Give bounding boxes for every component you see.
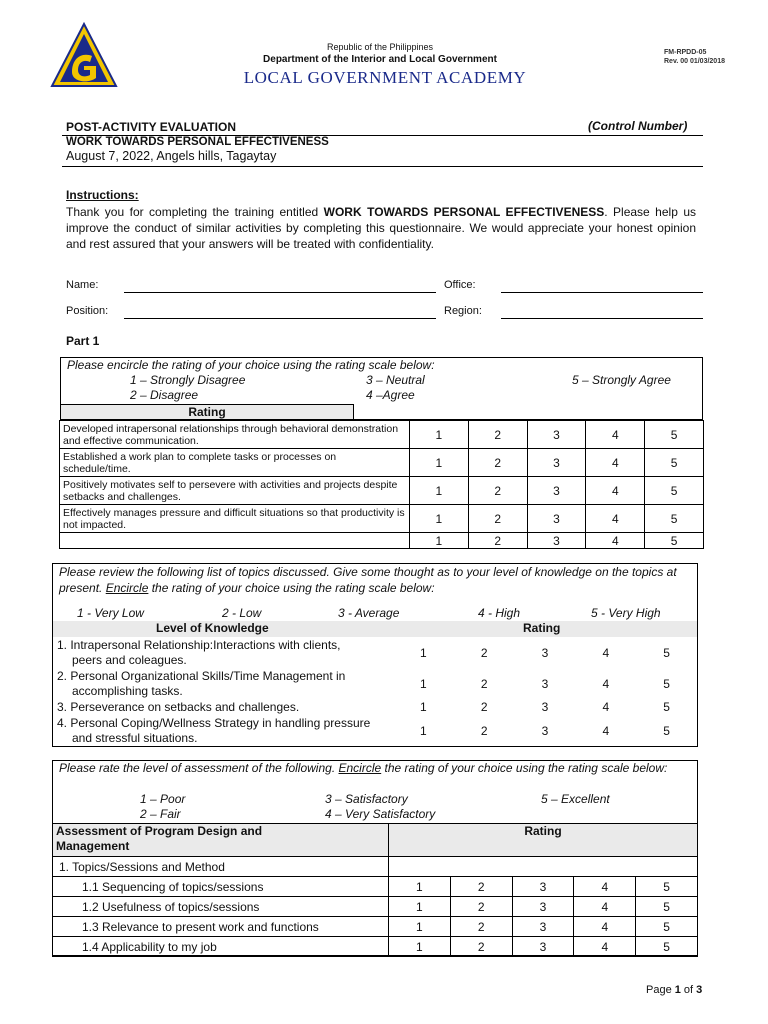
rating-1[interactable]: 1 — [410, 505, 469, 533]
region-field[interactable] — [501, 318, 703, 319]
rating-2[interactable]: 2 — [468, 505, 527, 533]
part3-scale-2: 2 – Fair — [140, 807, 181, 821]
part3-instruction-em: Encircle — [338, 761, 382, 775]
instructions-text — [66, 204, 696, 252]
part1-item: Established a work plan to complete tasks or processes on schedule/time. — [60, 449, 410, 477]
rating-2[interactable]: 2 — [480, 723, 488, 738]
part3-instruction-a: Please rate the level of assessment of the following. — [59, 761, 339, 775]
page-total: 3 — [696, 984, 703, 996]
rating-5[interactable]: 5 — [645, 477, 704, 505]
part1-scale-3: 3 – Neutral — [366, 373, 425, 387]
part2-table — [53, 637, 697, 746]
rating-4[interactable]: 4 — [586, 505, 645, 533]
part3-instruction — [59, 761, 689, 776]
name-field[interactable] — [124, 292, 436, 293]
training-title: WORK TOWARDS PERSONAL EFFECTIVENESS — [66, 136, 329, 148]
rating-5[interactable]: 5 — [636, 937, 698, 957]
table-row — [53, 877, 698, 897]
rating-3[interactable]: 3 — [512, 897, 574, 917]
part2-instruction — [59, 564, 693, 596]
rating-4[interactable]: 4 — [574, 917, 636, 937]
part2-topic: 4. Personal Coping/Wellness Strategy in handling pressure and stressful situations. — [57, 715, 371, 745]
instructions-body: . Please help us improve the conduct of similar activities by completing this questionnaire. We would appreciate your honest opinion and rest assured that your answers will be treated with confidentiality. — [66, 205, 696, 251]
revision-code: Rev. 00 01/03/2018 — [664, 58, 725, 65]
rating-2[interactable]: 2 — [450, 937, 512, 957]
part3-col-assessment: Assessment of Program Design and Management — [53, 824, 389, 857]
table-row — [60, 505, 704, 533]
rating-2[interactable]: 2 — [450, 877, 512, 897]
rating-2[interactable]: 2 — [480, 676, 488, 691]
region-label: Region: — [444, 305, 482, 317]
rating-2[interactable]: 2 — [450, 917, 512, 937]
lga-logo — [50, 22, 118, 90]
rating-4[interactable]: 4 — [586, 477, 645, 505]
rating-5[interactable]: 5 — [636, 917, 698, 937]
part3-item: 1.1 Sequencing of topics/sessions — [53, 877, 389, 897]
rating-3[interactable]: 3 — [512, 877, 574, 897]
date-venue: August 7, 2022, Angels hills, Tagaytay — [66, 149, 277, 163]
academy-title: LOCAL GOVERNMENT ACADEMY — [243, 68, 527, 87]
rating-5[interactable]: 5 — [645, 421, 704, 449]
evaluation-title: POST-ACTIVITY EVALUATION — [66, 120, 237, 134]
instructions-intro: Thank you for completing the training entitled — [66, 205, 324, 219]
part3-table — [52, 823, 698, 957]
department-text: Department of the Interior and Local Government — [263, 54, 497, 65]
rating-4[interactable]: 4 — [602, 645, 610, 660]
part2-topic: 3. Perseverance on setbacks and challenges. — [57, 699, 300, 714]
office-field[interactable] — [501, 292, 703, 293]
rating-5[interactable]: 5 — [645, 505, 704, 533]
part3-item: 1.3 Relevance to present work and functions — [53, 917, 389, 937]
rating-3[interactable]: 3 — [541, 700, 549, 714]
rating-4[interactable]: 4 — [602, 700, 610, 714]
instructions-training: WORK TOWARDS PERSONAL EFFECTIVENESS — [323, 205, 605, 219]
rating-4[interactable]: 4 — [574, 877, 636, 897]
rating-2[interactable]: 2 — [468, 477, 527, 505]
part2-topic: 2. Personal Organizational Skills/Time Management in accomplishing tasks. — [57, 668, 346, 698]
rating-1[interactable]: 1 — [389, 937, 451, 957]
part2-instruction-a: Please review the following list of topics discussed. Give some thought as to your level of knowledge on the topics at present. — [59, 565, 677, 595]
part1-scale-5: 5 – Strongly Agree — [572, 373, 671, 387]
rating-2[interactable]: 2 — [468, 533, 527, 549]
part1-item — [60, 533, 410, 549]
rating-1[interactable]: 1 — [410, 449, 469, 477]
table-row — [53, 699, 697, 715]
part1-scale-4: 4 –Agree — [366, 388, 415, 402]
part2-col-rating: Rating — [523, 621, 561, 635]
part3-col-rating: Rating — [389, 824, 698, 857]
rating-2[interactable]: 2 — [450, 897, 512, 917]
rating-5[interactable]: 5 — [663, 723, 670, 738]
part3-instruction-b: the rating of your choice using the rating scale below: — [381, 761, 668, 775]
part1-rating-header: Rating — [60, 404, 354, 420]
rating-3[interactable]: 3 — [527, 533, 586, 549]
rating-1[interactable]: 1 — [420, 700, 427, 714]
rating-3[interactable]: 3 — [527, 505, 586, 533]
rating-1[interactable]: 1 — [420, 723, 427, 738]
rating-5[interactable]: 5 — [636, 877, 698, 897]
rating-3[interactable]: 3 — [541, 676, 549, 691]
page-current: 1 — [674, 984, 681, 996]
office-label: Office: — [444, 279, 476, 291]
part2-header-band — [53, 621, 697, 637]
rating-5[interactable]: 5 — [663, 645, 670, 660]
control-number: (Control Number) — [588, 119, 688, 133]
part1-item: Developed intrapersonal relationships through behavioral demonstration and effective communication. — [60, 421, 410, 449]
table-row — [60, 533, 704, 549]
rating-3[interactable]: 3 — [512, 917, 574, 937]
part3-scale-1: 1 – Poor — [140, 792, 186, 806]
rating-1[interactable]: 1 — [389, 877, 451, 897]
position-field[interactable] — [124, 318, 436, 319]
rating-4[interactable]: 4 — [602, 676, 610, 691]
rating-5[interactable]: 5 — [636, 897, 698, 917]
rating-2[interactable]: 2 — [468, 449, 527, 477]
rating-3[interactable]: 3 — [512, 937, 574, 957]
part3-scale-4: 4 – Very Satisfactory — [325, 807, 436, 821]
page-prefix: Page — [646, 984, 675, 996]
position-label: Position: — [66, 305, 109, 317]
part2-instruction-em: Encircle — [105, 581, 149, 595]
part2-scale-1: 1 - Very Low — [77, 606, 144, 620]
part2-col-knowledge: Level of Knowledge — [156, 621, 269, 635]
rating-1[interactable]: 1 — [410, 421, 469, 449]
rating-4[interactable]: 4 — [574, 937, 636, 957]
table-row — [53, 715, 697, 746]
form-code: FM-RPDD-05 — [664, 49, 707, 56]
part2-instruction-b: the rating of your choice using the rating scale below: — [148, 581, 435, 595]
rating-5[interactable]: 5 — [645, 449, 704, 477]
rating-5[interactable]: 5 — [663, 676, 670, 691]
table-row — [53, 937, 698, 957]
rating-3[interactable]: 3 — [527, 477, 586, 505]
table-row — [53, 637, 697, 668]
rating-2[interactable]: 2 — [480, 700, 488, 714]
table-row — [53, 824, 698, 857]
rating-3[interactable]: 3 — [541, 645, 549, 660]
rating-3[interactable]: 3 — [541, 723, 549, 738]
instructions-heading: Instructions: — [66, 188, 139, 202]
part2-scale-3: 3 - Average — [338, 606, 400, 620]
part2-topic: 1. Intrapersonal Relationship:Interactions with clients, peers and coleagues. — [57, 637, 341, 667]
part3-scale-3: 3 – Satisfactory — [325, 792, 408, 806]
part3-section-empty — [389, 857, 698, 877]
part3-item: 1.2 Usefulness of topics/sessions — [53, 897, 389, 917]
title-bottom-divider — [62, 166, 703, 167]
table-row — [60, 449, 704, 477]
part3-section: 1. Topics/Sessions and Method — [53, 857, 389, 877]
page-mid: of — [680, 984, 697, 996]
rating-1[interactable]: 1 — [389, 917, 451, 937]
part1-item: Effectively manages pressure and difficult situations so that productivity is not impacted. — [60, 505, 410, 533]
rating-1[interactable]: 1 — [410, 477, 469, 505]
republic-text: Republic of the Philippines — [326, 42, 434, 52]
rating-2[interactable]: 2 — [480, 645, 488, 660]
part2-scale-4: 4 - High — [478, 606, 521, 620]
name-label: Name: — [66, 279, 99, 291]
rating-4[interactable]: 4 — [586, 533, 645, 549]
rating-2[interactable]: 2 — [468, 421, 527, 449]
part1-instruction: Please encircle the rating of your choice using the rating scale below: — [67, 358, 435, 372]
table-row — [53, 857, 698, 877]
part1-scale-2: 2 – Disagree — [130, 388, 199, 402]
rating-1[interactable]: 1 — [420, 645, 427, 660]
rating-3[interactable]: 3 — [527, 449, 586, 477]
rating-5[interactable]: 5 — [645, 533, 704, 549]
rating-4[interactable]: 4 — [602, 723, 610, 738]
part2-scale-5: 5 - Very High — [591, 606, 661, 620]
part3-item: 1.4 Applicability to my job — [53, 937, 389, 957]
table-row — [60, 477, 704, 505]
table-row — [60, 421, 704, 449]
part1-table — [59, 420, 704, 549]
part1-item: Positively motivates self to persevere with activities and projects despite setbacks and challenges. — [60, 477, 410, 505]
page-number — [646, 984, 702, 996]
rating-5[interactable]: 5 — [663, 700, 670, 714]
rating-1[interactable]: 1 — [410, 533, 469, 549]
part1-label: Part 1 — [66, 334, 100, 348]
rating-4[interactable]: 4 — [574, 897, 636, 917]
table-row — [53, 917, 698, 937]
table-row — [53, 897, 698, 917]
rating-3[interactable]: 3 — [527, 421, 586, 449]
rating-4[interactable]: 4 — [586, 449, 645, 477]
part1-scale-1: 1 – Strongly Disagree — [130, 373, 246, 387]
rating-4[interactable]: 4 — [586, 421, 645, 449]
part2-scale-2: 2 - Low — [222, 606, 262, 620]
part3-scale-5: 5 – Excellent — [541, 792, 610, 806]
table-row — [53, 668, 697, 699]
rating-1[interactable]: 1 — [420, 676, 427, 691]
rating-1[interactable]: 1 — [389, 897, 451, 917]
